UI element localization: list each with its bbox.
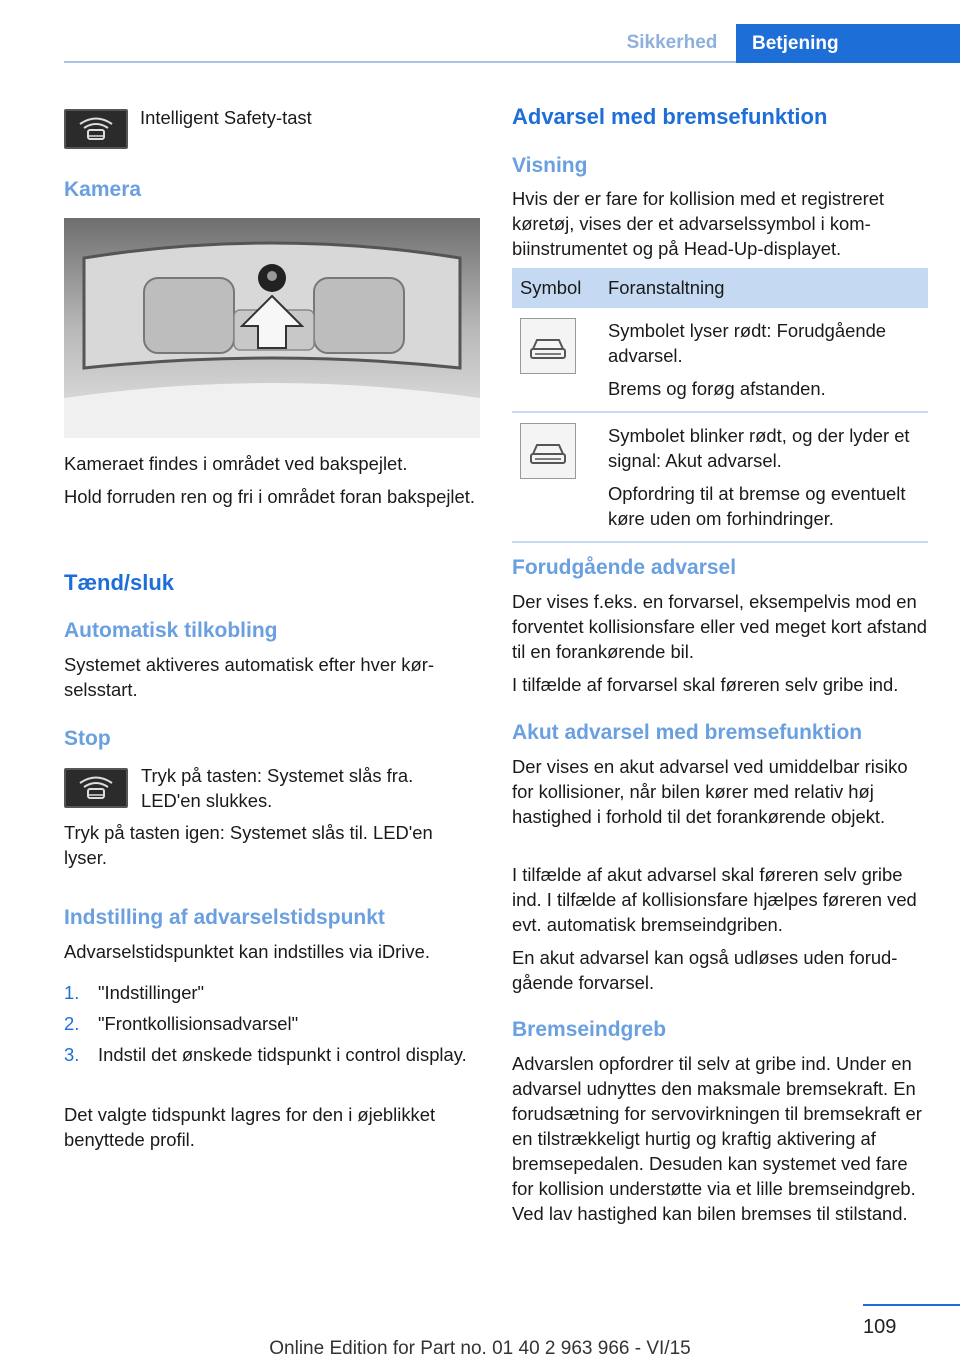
stop-paragraph-1: Tryk på tasten: Systemet slås fra. LED'en slukkes. [141,765,414,811]
stop-heading: Stop [64,727,111,750]
acute-warning-paragraph-2: I tilfælde af akut advarsel skal føreren selv gribe ind. I tilfælde af kollisionsfare hjælpes føreren ved evt. automatisk bremseindgriben. [512,864,917,935]
button-caption-row [64,109,312,149]
table-row1-line2: Brems og forøg afstanden. [608,378,826,399]
section-tab-sikkerhed[interactable]: Sikkerhed [626,31,718,53]
setting-heading: Indstilling af advarselstidspunkt [64,906,385,929]
brake-intervention-heading: Bremseindgreb [512,1018,667,1041]
table-row [512,412,928,542]
setting-paragraph: Advarselstidspunktet kan indstilles via iDrive. [64,941,430,962]
car-warning-symbol-icon [520,318,576,374]
stop-paragraph-2: Tryk på tasten igen: Systemet slås til. LED'en lyser. [64,822,433,868]
main-heading: Advarsel med bremsefunktion [512,104,828,129]
settings-steps-list [64,980,480,1073]
table-row1-line1: Symbolet lyser rødt: Forudgående advarsel. [608,320,887,366]
car-warning-symbol-icon [520,423,576,479]
col-header-symbol: Symbol [512,268,600,308]
auto-heading: Automatisk tilkobling [64,619,278,642]
list-item: 1. "Indstillinger" [64,982,205,1003]
col-header-action: Foranstaltning [600,268,928,308]
acute-warning-heading: Akut advarsel med bremsefunktion [512,721,863,744]
page-number: 109 [863,1316,897,1338]
list-item: 2. "Frontkollisionsadvarsel" [64,1013,299,1034]
table-header-row [512,268,928,308]
onoff-heading: Tænd/sluk [64,570,175,595]
acute-warning-paragraph-3: En akut advarsel kan også udløses uden forudgående forvarsel. [512,947,898,993]
list-item: 3. Indstil det ønskede tidspunkt i control display. [64,1044,467,1065]
acute-warning-paragraph-1: Der vises en akut advarsel ved umiddelbar risiko for kollisioner, når bilen kører med relativ høj hastighed i forhold til det forankørende objekt. [512,756,908,827]
section-tab-betjening[interactable]: Betjening [736,24,960,63]
intelligent-safety-button-icon-stop [64,768,128,808]
pre-warning-paragraph-2: I tilfælde af forvarsel skal føreren selv gribe ind. [512,674,899,695]
table-row2-line1: Symbolet blinker rødt, og der lyder et signal: Akut advarsel. [608,425,910,471]
pre-warning-heading: Forudgående advarsel [512,556,737,579]
camera-location-photo [64,218,480,438]
brake-intervention-paragraph: Advarslen opfordrer til selv at gribe ind. Under en advarsel udnyttes den maksmale bremsekraft. En forudsætning for servovirkningen til bremsekraft er en tilstrækkeligt hurtig og kraftig aktivering af bremsepedalen. Desuden kan systemet ved fare for kollision understøtte via et lille bremseindgreb. Ved lav hastighed kan bilen bremses til stilstand. [512,1053,922,1224]
footer-rule [863,1304,960,1306]
auto-paragraph: Systemet aktiveres automatisk efter hver kørselsstart. [64,654,434,700]
pre-warning-paragraph-1: Der vises f.eks. en forvarsel, eksempelvis mod en forventet kollisionsfare eller ved meget kort afstand til en forankørende bil. [512,591,928,662]
display-heading: Visning [512,154,588,177]
camera-paragraph-2: Hold forruden ren og fri i området foran bakspejlet. [64,486,475,507]
warning-symbol-table [512,268,928,543]
display-paragraph: Hvis der er fare for kollision med et registreret køretøj, vises der et advarselssymbol i kombiinstrumentet og på Head-Up-displayet. [512,188,885,259]
final-paragraph: Det valgte tidspunkt lagres for den i øjeblikket benyttede profil. [64,1104,436,1150]
button-caption: Intelligent Safety-tast [140,107,312,128]
table-row2-line2: Opfordring til at bremse og eventuelt køre uden om forhindringer. [608,483,906,529]
camera-heading: Kamera [64,178,142,201]
intelligent-safety-button-icon [64,109,128,149]
camera-paragraph-1: Kameraet findes i området ved bakspejlet. [64,453,408,474]
edition-footer: Online Edition for Part no. 01 40 2 963 966 - VI/15 [269,1338,691,1359]
table-row [512,308,928,412]
